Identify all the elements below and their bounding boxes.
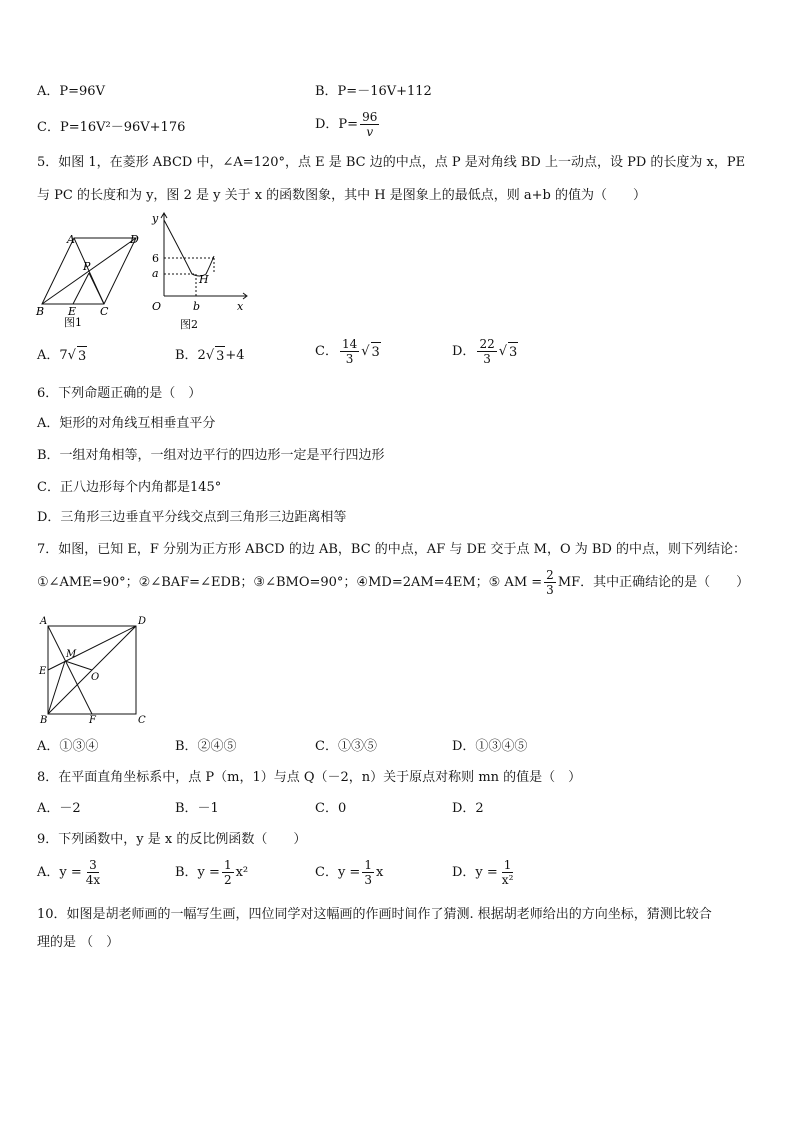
label-f: F: [89, 715, 96, 726]
label-a-value: a: [152, 267, 159, 280]
fig1-caption: 图1: [64, 316, 82, 329]
label-o: O: [91, 672, 100, 683]
label-m: M: [66, 649, 77, 660]
q7-stem-line2-prefix: ①∠AME=90°；②∠BAF=∠EDB；③∠BMO=90°；④MD=2AM=4EM；⑤ AM =: [37, 575, 543, 590]
q5-option-d-numerator: 22: [479, 337, 495, 351]
label-b: B: [36, 305, 45, 318]
segment-pc: [89, 273, 104, 304]
q4-option-d: [315, 110, 381, 139]
q9-option-a-denominator: 4x: [85, 873, 101, 887]
q9-stem: 9．下列函数中，y 是 x 的反比例函数（ ）: [37, 832, 307, 847]
q5-option-b-sqrt: √ 3: [206, 346, 226, 367]
q9-option-d-fraction: [500, 858, 516, 887]
q7-stem-numerator: 2: [546, 568, 554, 582]
q10-stem-line2: 理的是 （ ）: [37, 935, 120, 950]
q4-option-a: A．P=96V: [37, 84, 105, 99]
q9-option-b-numerator: 1: [223, 858, 232, 872]
label-e: E: [68, 305, 77, 318]
label-b-value: b: [193, 300, 201, 313]
q5-option-d-prefix: D．: [452, 344, 476, 359]
q5-option-c-prefix: C．: [315, 344, 338, 359]
q4-option-d-denominator: v: [366, 125, 374, 139]
q9-option-b-prefix: B．y =: [175, 865, 220, 880]
q5-option-a-prefix: A．7: [37, 348, 68, 363]
segment-af: [48, 626, 92, 714]
q9-option-b: [175, 858, 248, 887]
q9-option-a-prefix: A．y =: [37, 865, 82, 880]
function-curve: [164, 220, 214, 276]
q9-option-c: [315, 858, 383, 887]
q5-option-c-radicand: 3: [371, 342, 381, 363]
q7-stem-denominator: 3: [546, 583, 554, 597]
q9-option-c-denominator: 3: [364, 873, 372, 887]
q4-option-c: C．P=16V²－96V+176: [37, 120, 186, 135]
q9-option-c-numerator: 1: [364, 858, 372, 872]
q5-option-d-fraction: [477, 337, 496, 366]
label-d: D: [138, 616, 147, 627]
q5-stem-line1: 5．如图 1，在菱形 ABCD 中，∠A=120°，点 E 是 BC 边的中点，点 P 是对角线 BD 上一动点，设 PD 的长度为 x，PE: [37, 155, 746, 170]
label-p: P: [83, 260, 91, 273]
q7-stem-fraction: [544, 568, 556, 597]
q7-stem-line1: 7．如图，已知 E，F 分别为正方形 ABCD 的边 AB，BC 的中点，AF 与 DE 交于点 M，O 为 BD 的中点，则下列结论：: [37, 542, 747, 557]
q6-stem: 6．下列命题正确的是（ ）: [37, 386, 202, 401]
q7-option-a: A．①③④: [37, 739, 99, 754]
q7-option-c: C．①③⑤: [315, 739, 377, 754]
q5-option-c-fraction: [340, 337, 359, 366]
q9-option-c-prefix: C．y =: [315, 865, 361, 880]
q5-option-a: [37, 346, 87, 367]
q10-stem-line1: 10．如图是胡老师画的一幅写生画，四位同学对这幅画的作画时间作了猜测. 根据胡老师给出的方向坐标，猜测比较合: [37, 907, 712, 922]
q5-option-d-sqrt: √ 3: [499, 342, 519, 363]
q9-option-a-fraction: [84, 858, 102, 887]
q8-option-b: B．－1: [175, 801, 219, 816]
q5-figure-2: [144, 206, 254, 332]
q5-figure-1: [34, 228, 152, 330]
q4-option-b: B．P=－16V+112: [315, 84, 432, 99]
q7-option-d: D．①③④⑤: [452, 739, 528, 754]
label-h: H: [199, 273, 209, 286]
q9-option-d-numerator: 1: [503, 858, 512, 872]
label-e: E: [39, 666, 47, 677]
q5-option-b-prefix: B．2: [175, 348, 206, 363]
label-a: A: [40, 616, 48, 627]
segment-pe: [73, 273, 89, 304]
q8-stem: 8．在平面直角坐标系中，点 P（m，1）与点 Q（－2，n）关于原点对称则 mn 的值是（ ）: [37, 770, 582, 785]
q7-stem-line2-suffix: MF．其中正确结论的是（ ）: [557, 575, 750, 590]
q7-option-b: B．②④⑤: [175, 739, 237, 754]
segment-de: [48, 626, 136, 670]
q5-option-b-suffix: +4: [225, 348, 245, 363]
q5-option-d-radicand: 3: [508, 342, 518, 363]
q5-option-d: [452, 337, 518, 366]
q4-option-d-numerator: 96: [362, 110, 378, 124]
q5-option-b-radicand: 3: [215, 346, 225, 367]
label-x: x: [237, 300, 244, 313]
label-d: D: [130, 233, 139, 246]
q9-option-c-fraction: [362, 858, 374, 887]
label-b: B: [40, 715, 48, 726]
q9-option-a: [37, 858, 104, 887]
fig2-caption: 图2: [180, 318, 198, 331]
q7-figure: [36, 612, 152, 726]
q5-option-a-radicand: 3: [77, 346, 87, 367]
q6-option-b: B．一组对角相等，一组对边平行的四边形一定是平行四边形: [37, 448, 385, 463]
label-y: y: [152, 212, 159, 225]
q5-option-c-numerator: 14: [341, 337, 358, 351]
label-c: C: [100, 305, 109, 318]
q5-option-a-sqrt: √ 3: [68, 346, 88, 367]
q5-option-d-denominator: 3: [483, 352, 491, 366]
q6-option-d: D．三角形三边垂直平分线交点到三角形三边距离相等: [37, 510, 347, 525]
q9-option-b-suffix: x²: [235, 865, 249, 880]
q5-option-c-denominator: 3: [345, 352, 354, 366]
label-six: 6: [152, 252, 159, 265]
q6-option-c: C．正八边形每个内角都是145°: [37, 480, 222, 495]
q9-option-d: [452, 858, 517, 887]
q9-option-c-suffix: x: [375, 865, 384, 880]
q5-option-c: [315, 337, 381, 366]
label-c: C: [138, 715, 146, 726]
q7-stem-line2: [37, 568, 749, 597]
q8-option-a: A．－2: [37, 801, 81, 816]
q5-stem-line2: 与 PC 的长度和为 y，图 2 是 y 关于 x 的函数图象，其中 H 是图象上的最低点，则 a+b 的值为（ ）: [37, 188, 647, 203]
q5-option-c-sqrt: √ 3: [361, 342, 381, 363]
q9-option-d-prefix: D．y =: [452, 865, 498, 880]
q9-option-b-fraction: [222, 858, 234, 887]
q6-option-a: A．矩形的对角线互相垂直平分: [37, 416, 216, 431]
q4-option-d-fraction: [360, 110, 379, 139]
label-o: O: [152, 300, 162, 313]
q4-option-d-prefix: D．P=: [315, 117, 359, 132]
label-a: A: [67, 233, 75, 246]
q8-option-c: C．0: [315, 801, 347, 816]
q9-option-b-denominator: 2: [223, 873, 232, 887]
q9-option-a-numerator: 3: [89, 858, 97, 872]
q9-option-d-denominator: x²: [501, 873, 514, 887]
q8-option-d: D．2: [452, 801, 484, 816]
q5-option-b: [175, 346, 245, 367]
